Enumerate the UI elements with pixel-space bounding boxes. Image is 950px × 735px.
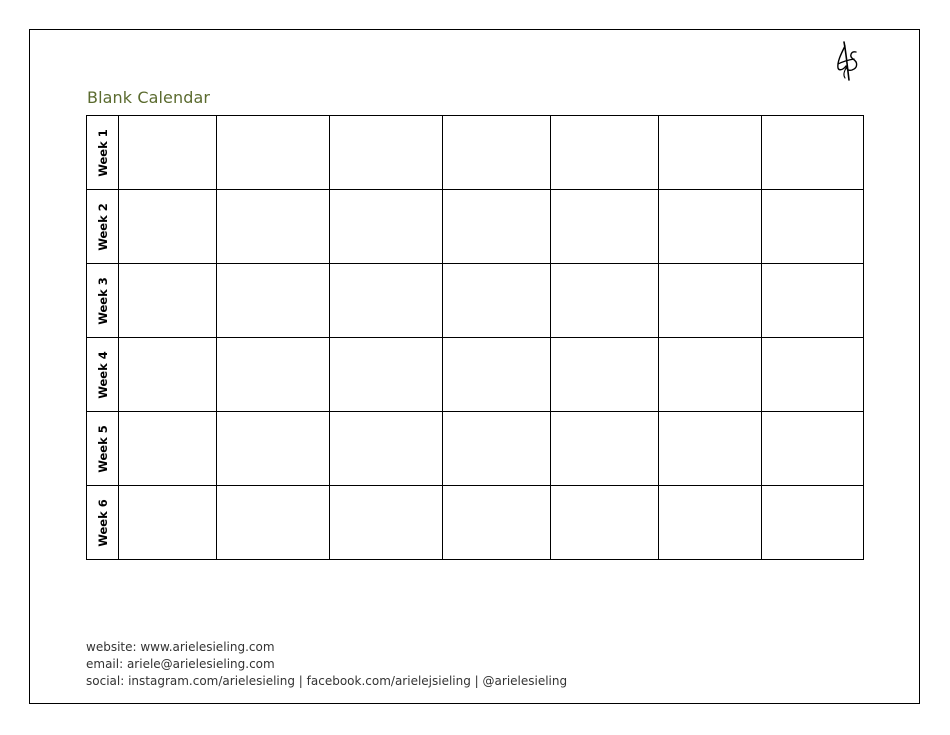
- week-label-cell: [87, 338, 119, 412]
- day-cell[interactable]: [119, 116, 217, 190]
- week-label: Week 6: [95, 498, 110, 547]
- page-title: Blank Calendar: [87, 88, 211, 107]
- day-cell[interactable]: [217, 486, 330, 560]
- day-cell[interactable]: [551, 412, 659, 486]
- day-cell[interactable]: [330, 190, 443, 264]
- day-cell[interactable]: [443, 338, 551, 412]
- day-cell[interactable]: [659, 264, 762, 338]
- day-cell[interactable]: [217, 412, 330, 486]
- day-cell[interactable]: [330, 338, 443, 412]
- day-cell[interactable]: [551, 116, 659, 190]
- day-cell[interactable]: [762, 116, 864, 190]
- day-cell[interactable]: [443, 264, 551, 338]
- day-cell[interactable]: [762, 412, 864, 486]
- day-cell[interactable]: [217, 116, 330, 190]
- day-cell[interactable]: [330, 116, 443, 190]
- day-cell[interactable]: [443, 412, 551, 486]
- day-cell[interactable]: [443, 486, 551, 560]
- day-cell[interactable]: [551, 264, 659, 338]
- day-cell[interactable]: [659, 338, 762, 412]
- day-cell[interactable]: [119, 264, 217, 338]
- calendar-row-week-5: [87, 412, 864, 486]
- day-cell[interactable]: [762, 264, 864, 338]
- day-cell[interactable]: [217, 264, 330, 338]
- day-cell[interactable]: [551, 338, 659, 412]
- day-cell[interactable]: [443, 116, 551, 190]
- day-cell[interactable]: [659, 486, 762, 560]
- week-label: Week 3: [95, 276, 110, 325]
- calendar-row-week-6: [87, 486, 864, 560]
- week-label-cell: [87, 116, 119, 190]
- calendar-row-week-3: [87, 264, 864, 338]
- day-cell[interactable]: [762, 338, 864, 412]
- day-cell[interactable]: [217, 190, 330, 264]
- day-cell[interactable]: [119, 338, 217, 412]
- footer-social[interactable]: social: instagram.com/arielesieling | facebook.com/arielejsieling | @arielesieling: [86, 674, 568, 688]
- day-cell[interactable]: [119, 190, 217, 264]
- day-cell[interactable]: [659, 412, 762, 486]
- footer-website[interactable]: website: www.arielesieling.com: [86, 640, 275, 654]
- day-cell[interactable]: [119, 486, 217, 560]
- calendar-row-week-1: [87, 116, 864, 190]
- signature-monogram-icon: [834, 38, 862, 82]
- week-label: Week 1: [95, 128, 110, 177]
- day-cell[interactable]: [659, 190, 762, 264]
- calendar-row-week-2: [87, 190, 864, 264]
- calendar-grid: [86, 115, 864, 560]
- day-cell[interactable]: [119, 412, 217, 486]
- day-cell[interactable]: [443, 190, 551, 264]
- day-cell[interactable]: [659, 116, 762, 190]
- footer-email[interactable]: email: ariele@arielesieling.com: [86, 657, 275, 671]
- day-cell[interactable]: [330, 412, 443, 486]
- day-cell[interactable]: [551, 486, 659, 560]
- day-cell[interactable]: [330, 264, 443, 338]
- day-cell[interactable]: [762, 486, 864, 560]
- week-label: Week 4: [95, 350, 110, 399]
- week-label: Week 2: [95, 202, 110, 251]
- week-label-cell: [87, 264, 119, 338]
- week-label-cell: [87, 486, 119, 560]
- calendar-row-week-4: [87, 338, 864, 412]
- week-label-cell: [87, 412, 119, 486]
- week-label: Week 5: [95, 424, 110, 473]
- day-cell[interactable]: [330, 486, 443, 560]
- day-cell[interactable]: [217, 338, 330, 412]
- day-cell[interactable]: [762, 190, 864, 264]
- week-label-cell: [87, 190, 119, 264]
- day-cell[interactable]: [551, 190, 659, 264]
- footer-contact: [86, 639, 567, 690]
